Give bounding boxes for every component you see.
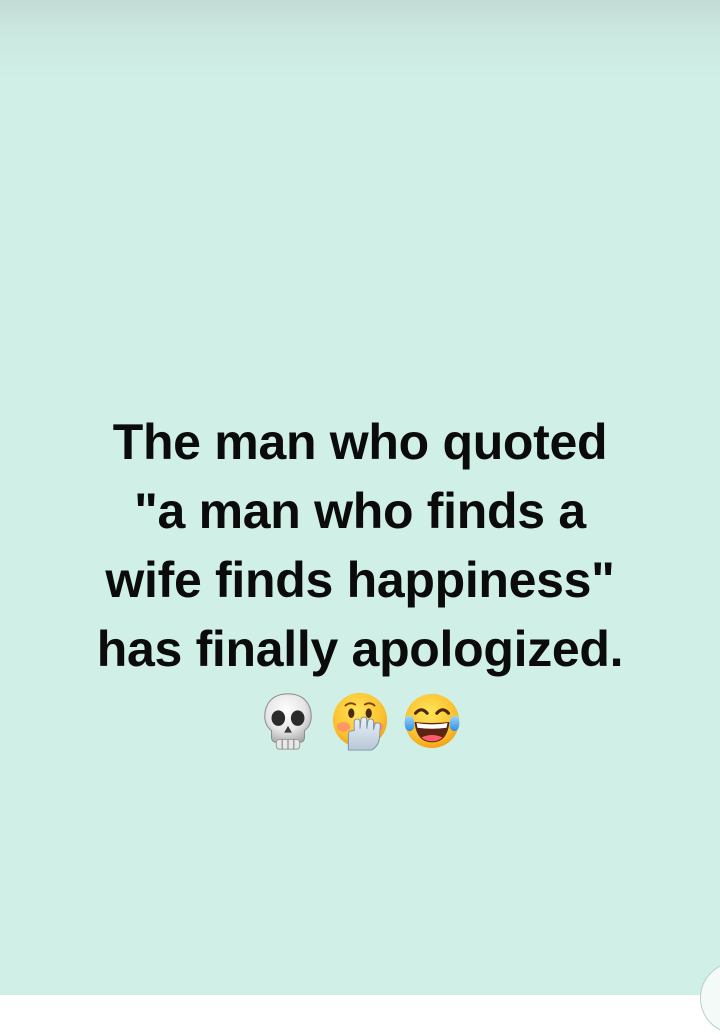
post-text-line-2: "a man who finds a xyxy=(134,483,586,539)
skull-emoji-icon xyxy=(257,690,319,752)
post-text-line-4: has finally apologized. xyxy=(96,621,624,677)
tears-of-joy-emoji-icon xyxy=(401,690,463,752)
post-text xyxy=(30,408,690,684)
hand-over-mouth-emoji-icon xyxy=(329,690,391,752)
post-text-line-3: wife finds happiness" xyxy=(105,552,615,608)
post-text-line-1: The man who quoted xyxy=(112,414,608,470)
emoji-row xyxy=(0,690,720,756)
